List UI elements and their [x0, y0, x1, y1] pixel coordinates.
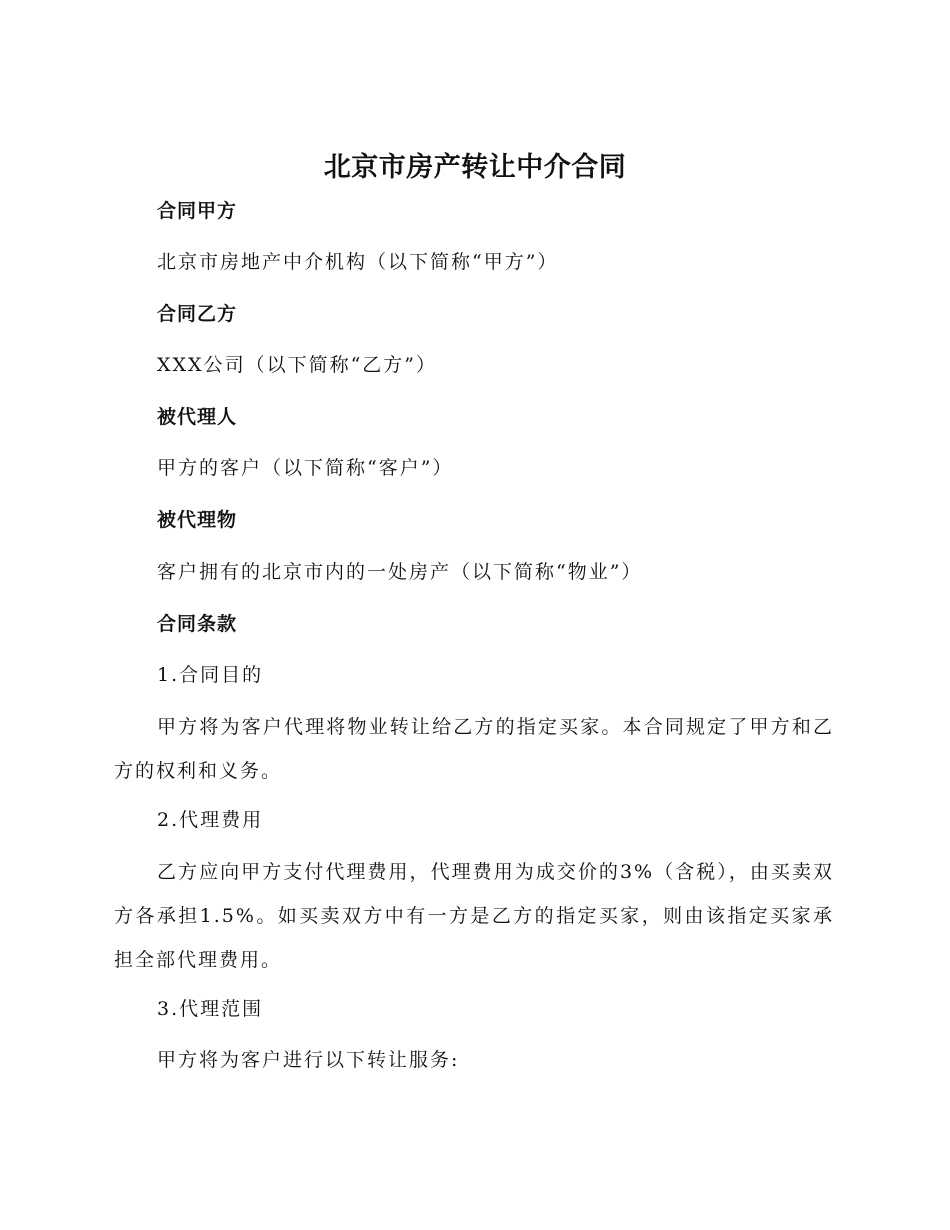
party-a-heading: 合同甲方 — [157, 200, 238, 222]
subject-heading: 被代理物 — [157, 509, 238, 531]
party-b-heading: 合同乙方 — [157, 303, 238, 325]
party-b-text: XXX公司（以下简称“乙方”） — [157, 354, 438, 376]
principal-heading: 被代理人 — [157, 406, 238, 428]
clause-2-text: 乙方应向甲方支付代理费用，代理费用为成交价的3%（含税），由买卖双方各承担1.5%。如买卖双方中有一方是乙方的指定买家，则由该指定买家承担全部代理费用。 — [114, 861, 834, 971]
subject-text: 客户拥有的北京市内的一处房产（以下简称“物业”） — [157, 561, 643, 583]
clause-3-text: 甲方将为客户进行以下转让服务: — [157, 1049, 460, 1071]
principal-text: 甲方的客户（以下简称“客户”） — [157, 457, 454, 479]
clause-2-title: 2.代理费用 — [157, 809, 264, 831]
party-a-text: 北京市房地产中介机构（以下简称“甲方”） — [157, 251, 559, 273]
clause-1-title: 1.合同目的 — [157, 664, 264, 686]
terms-heading: 合同条款 — [157, 613, 238, 635]
document-title: 北京市房产转让中介合同 — [323, 152, 627, 183]
clause-3-title: 3.代理范围 — [157, 998, 264, 1020]
clause-1-text: 甲方将为客户代理将物业转让给乙方的指定买家。本合同规定了甲方和乙方的权利和义务。 — [114, 716, 834, 782]
